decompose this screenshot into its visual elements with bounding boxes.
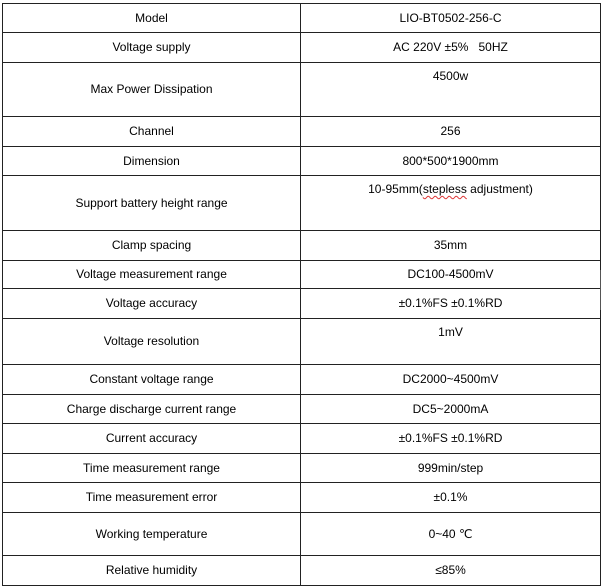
table-row xyxy=(3,289,601,319)
param-label: Dimension xyxy=(3,147,301,176)
table-row xyxy=(3,319,601,365)
edge-mark xyxy=(600,270,601,310)
param-label: Constant voltage range xyxy=(3,365,301,395)
param-label: Voltage resolution xyxy=(3,319,301,365)
param-label: Voltage supply xyxy=(3,33,301,63)
param-value: 35mm xyxy=(301,231,601,261)
table-row xyxy=(3,231,601,261)
param-label: Support battery height range xyxy=(3,176,301,231)
spec-table xyxy=(2,3,601,586)
table-row xyxy=(3,176,601,231)
param-value: 4500w xyxy=(301,63,601,117)
param-label: Voltage accuracy xyxy=(3,289,301,319)
param-value: DC5~2000mA xyxy=(301,395,601,424)
param-label: Relative humidity xyxy=(3,556,301,586)
param-label: Model xyxy=(3,4,301,33)
param-label: Charge discharge current range xyxy=(3,395,301,424)
table-row xyxy=(3,4,601,33)
param-value: 1mV xyxy=(301,319,601,365)
table-row xyxy=(3,261,601,289)
param-value: 800*500*1900mm xyxy=(301,147,601,176)
param-label: Voltage measurement range xyxy=(3,261,301,289)
param-value: AC 220V ±5% 50HZ xyxy=(301,33,601,63)
param-label: Max Power Dissipation xyxy=(3,63,301,117)
param-label: Working temperature xyxy=(3,513,301,556)
param-label: Clamp spacing xyxy=(3,231,301,261)
param-value xyxy=(301,176,601,231)
param-value: LIO-BT0502-256-C xyxy=(301,4,601,33)
table-row xyxy=(3,395,601,424)
value-prefix: 10-95mm( xyxy=(368,182,423,196)
table-row xyxy=(3,147,601,176)
table-row xyxy=(3,117,601,147)
param-value: DC100-4500mV xyxy=(301,261,601,289)
param-value: ±0.1%FS ±0.1%RD xyxy=(301,424,601,454)
value-suffix: adjustment) xyxy=(466,182,533,196)
param-value: DC2000~4500mV xyxy=(301,365,601,395)
param-value: 999min/step xyxy=(301,454,601,483)
param-label: Channel xyxy=(3,117,301,147)
table-row xyxy=(3,513,601,556)
spellcheck-word: stepless xyxy=(422,182,467,196)
table-row xyxy=(3,483,601,513)
table-row xyxy=(3,556,601,586)
table-row xyxy=(3,454,601,483)
param-label: Time measurement range xyxy=(3,454,301,483)
table-row xyxy=(3,424,601,454)
param-value: 256 xyxy=(301,117,601,147)
param-value: ±0.1% xyxy=(301,483,601,513)
table-row xyxy=(3,63,601,117)
table-row xyxy=(3,33,601,63)
param-value: 0~40 ℃ xyxy=(301,513,601,556)
table-row xyxy=(3,365,601,395)
param-label: Time measurement error xyxy=(3,483,301,513)
param-label: Current accuracy xyxy=(3,424,301,454)
param-value: ±0.1%FS ±0.1%RD xyxy=(301,289,601,319)
param-value: ≤85% xyxy=(301,556,601,586)
